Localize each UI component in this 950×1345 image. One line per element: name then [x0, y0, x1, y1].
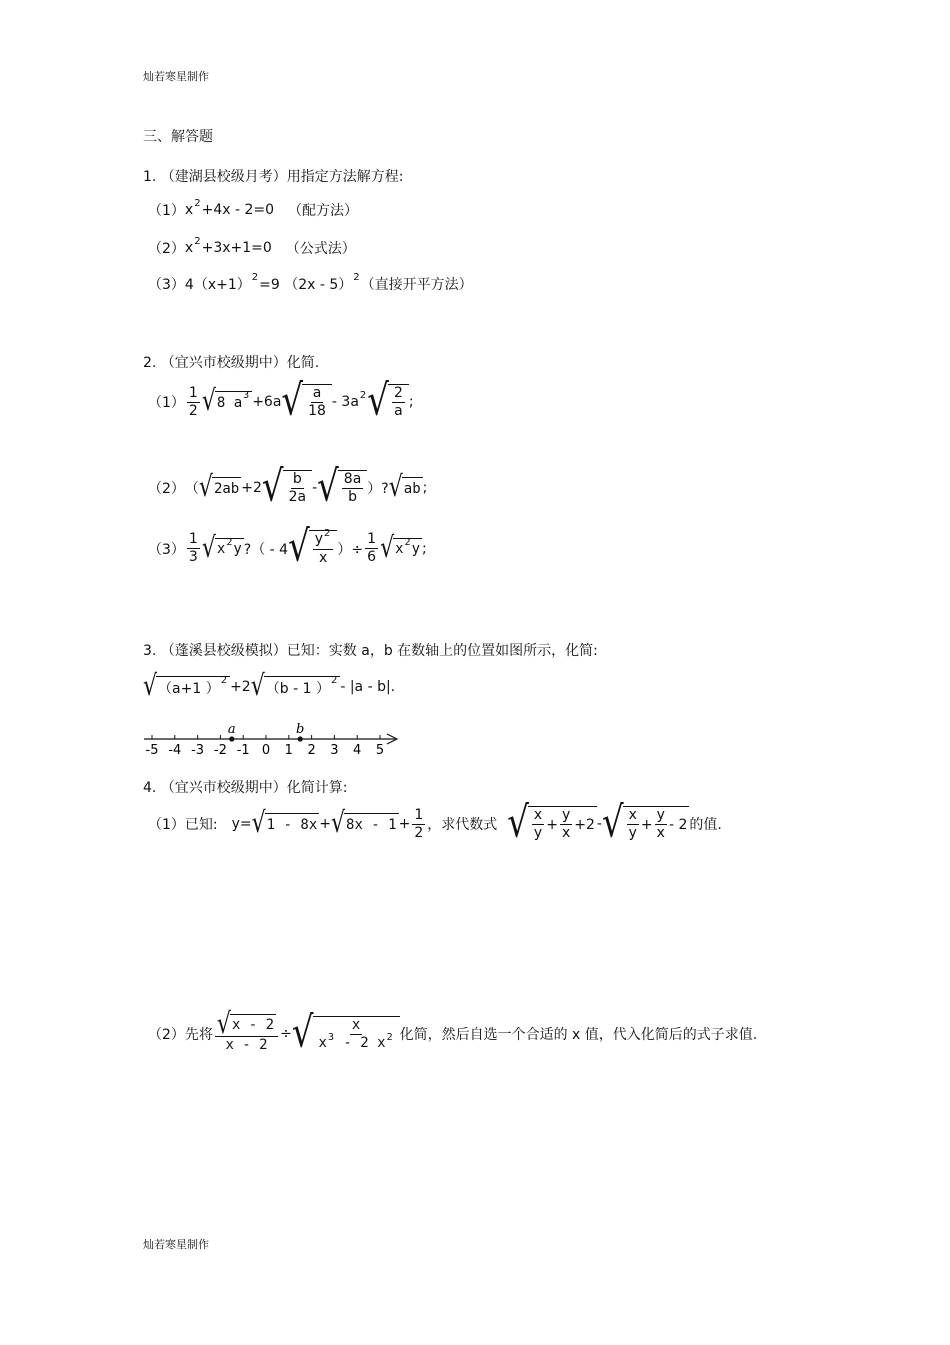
q4-p1-end: 的值.	[689, 817, 722, 833]
q2-p2-open: （	[184, 481, 199, 497]
q1-part1	[148, 197, 359, 220]
q1-stem: 1. （建湖县校级月考）用指定方法解方程:	[143, 169, 404, 185]
number-line-tick-label: -3	[191, 743, 205, 758]
q2-p3-radical2: √ $\frac{y^2}{x}$	[288, 530, 337, 567]
number-line-tick-label: -1	[236, 743, 250, 758]
q2-p2-radical2: √ $\frac{b}{2a}$	[262, 470, 312, 506]
q2-p2-end: ;	[422, 480, 428, 496]
q1-p2-method: （公式法）	[285, 241, 356, 257]
q3-expression	[143, 670, 396, 703]
q2-p1-fraction: $\frac{1}{2}$	[188, 384, 198, 419]
q2-p1-radical3: √ $\frac{2}{a}$	[367, 384, 409, 420]
q1-p1-label: （1）	[148, 203, 185, 219]
q1-p2-b: +3x+1=0	[201, 240, 272, 256]
q4-p1-radical2: √ 8x - 1	[330, 807, 397, 840]
q1-p1-method: （配方法）	[288, 203, 359, 219]
point-a-label: a	[227, 722, 236, 737]
q2-p2-radical3: √ $\frac{8a}{b}$	[317, 470, 367, 506]
q1-part2	[148, 235, 356, 258]
number-line-tick-label: -4	[168, 743, 182, 758]
q2-p1-t1: +6a	[252, 394, 282, 410]
q2-p1-label: （1）	[148, 395, 185, 411]
q2-p3-t2: ）÷	[337, 541, 364, 558]
q2-p1-radical1: √ 8 a 3	[202, 391, 252, 413]
q2-p3-fraction2: $\frac{1}{6}$	[367, 531, 377, 565]
q1-p2-a: x	[184, 240, 194, 256]
q1-p3-method: （直接开平方法）	[360, 277, 473, 293]
q3-number-line	[140, 720, 410, 760]
q4-p2-radical: √ $\frac{x}{x^3 - 2 x^2}$	[292, 1016, 400, 1053]
q1-p3-label: （3）	[148, 277, 185, 293]
header-watermark: 灿若寒星制作	[143, 70, 209, 83]
q1-part3	[148, 271, 473, 294]
number-line-tick-label: 0	[261, 743, 271, 758]
q1-p1-a: x	[184, 202, 194, 218]
point-a-dot	[229, 736, 234, 741]
q2-p3-radical1: √ x 2 y	[201, 531, 242, 565]
q2-p2-radical1: √ 2ab	[198, 471, 240, 504]
q1-p1-exp: 2	[194, 197, 201, 209]
q2-p3-radical3: √ x 2 y	[380, 531, 421, 565]
q4-stem: 4. （宜兴市校级期中）化简计算:	[143, 780, 348, 796]
q2-p2-close: ）?	[367, 481, 389, 497]
q4-p1-radical4: √ $\frac{x}{y}$ + $\frac{y}{x}$ - 2	[601, 797, 688, 848]
q4-p1-t2: +	[398, 816, 411, 832]
q2-p1-radical2: √ $\frac{a}{18}$	[281, 384, 332, 420]
q1-p3-exp: 2	[251, 271, 259, 283]
q4-p1-mid: -	[596, 816, 602, 832]
q4-p1-fraction: $\frac{1}{2}$	[414, 806, 424, 841]
q2-p2-radical4: √ ab	[388, 471, 421, 504]
q4-p2-divide: ÷	[280, 1026, 292, 1042]
number-line-tick-label: -5	[145, 743, 159, 758]
q2-p1-t2: - 3a	[331, 394, 359, 410]
q1-p1-b: +4x - 2=0	[201, 202, 275, 218]
q2-p1-t2e: 2	[359, 389, 367, 401]
q2-part1	[148, 375, 414, 426]
q3-radical2: √ （b - 1 ） 2	[251, 676, 341, 698]
q2-p2-t1: +2	[241, 480, 262, 496]
q4-part2	[148, 1007, 758, 1058]
q2-stem: 2. （宜兴市校级期中）化简.	[143, 355, 320, 371]
q2-p2-label: （2）	[148, 481, 185, 497]
q4-p1-t3: ，求代数式	[427, 817, 498, 833]
point-b-label: b	[296, 722, 305, 737]
q2-p3-end: ;	[422, 540, 427, 557]
q2-p3-fraction1: $\frac{1}{3}$	[188, 531, 198, 565]
number-line-tick-label: 1	[284, 743, 293, 758]
q4-p2-fraction: √ x - 2 x - 2	[215, 1014, 278, 1054]
q1-p2-exp: 2	[194, 235, 201, 247]
q4-p1-label: （1）已知:	[148, 817, 218, 833]
q4-p1-t1: +	[319, 816, 331, 832]
q4-p1-radical1: √ 1 - 8x	[251, 807, 318, 840]
q2-p2-t2: -	[312, 480, 318, 496]
q3-stem: 3. （蓬溪县校级模拟）已知：实数 a，b 在数轴上的位置如图所示，化简:	[143, 643, 598, 659]
number-line-tick-label: -2	[213, 743, 227, 758]
footer-watermark: 灿若寒星制作	[143, 1238, 209, 1251]
q3-t1: +2	[230, 679, 251, 695]
number-line-tick-label: 2	[307, 743, 316, 758]
q1-p2-label: （2）	[148, 241, 185, 257]
q4-p1-y: y=	[231, 816, 252, 832]
q3-radical1: √ （a+1 ） 2	[143, 676, 230, 698]
q1-p3-a: 4（x+1）	[184, 277, 251, 293]
q4-part1	[148, 797, 722, 848]
number-line-tick-label: 5	[375, 743, 385, 758]
q1-p3-b: =9 （2x - 5）	[259, 277, 353, 293]
number-line-tick-label: 4	[353, 743, 362, 758]
point-b-dot	[298, 736, 303, 741]
q2-p3-t1: ?（ - 4	[243, 541, 289, 558]
q1-p3-exp2: 2	[353, 271, 360, 283]
section-title: 三、解答题	[143, 129, 213, 145]
q2-part2	[148, 461, 428, 512]
q3-t2: - |a - b|.	[340, 679, 396, 695]
q4-p2-tail: 化简，然后自选一个合适的 x 值，代入化简后的式子求值.	[399, 1027, 758, 1043]
q2-p3-label: （3）	[148, 541, 185, 558]
number-line-tick-label: 3	[330, 743, 339, 758]
q2-p1-end: ;	[408, 394, 414, 410]
q2-part3	[148, 521, 427, 572]
q4-p1-radical3: √ $\frac{x}{y}$ + $\frac{y}{x}$ +2	[507, 797, 595, 848]
q4-p2-label: （2）先将	[148, 1027, 213, 1043]
